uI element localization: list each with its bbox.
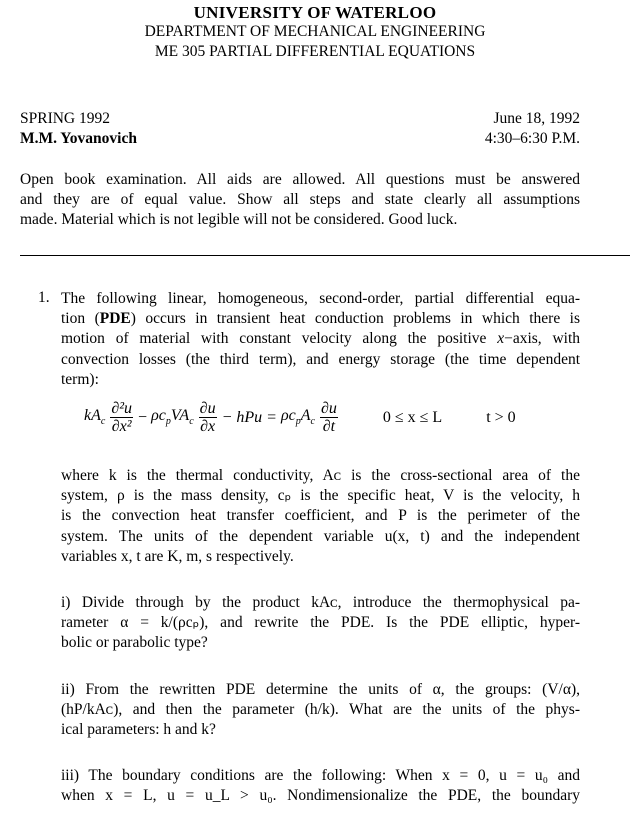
question-number: 1. bbox=[38, 289, 50, 306]
eq-sub: p bbox=[295, 416, 301, 428]
part-line: rameter α = k/(ρcₚ), and rewrite the PDE. Is the PDE elliptic, hyper- bbox=[61, 614, 580, 632]
fraction bbox=[199, 400, 217, 435]
intro-line: The following linear, homogeneous, second-order, partial differential equa- bbox=[61, 290, 580, 307]
minus: − bbox=[138, 408, 148, 426]
part-i bbox=[61, 593, 580, 654]
eq-term: − hPu = bbox=[221, 408, 277, 426]
part-line: (hP/kAᴄ), and then the parameter (h/k). What are the units of the phys- bbox=[61, 701, 580, 719]
part-line: i) Divide through by the product kAᴄ, introduce the thermophysical pa- bbox=[61, 594, 580, 611]
definition-line: is the convection heat transfer coefficient, and P is the perimeter of the bbox=[61, 507, 580, 525]
x-domain: 0 ≤ x ≤ L bbox=[382, 408, 443, 426]
pde-abbrev: PDE bbox=[99, 310, 131, 328]
instructions bbox=[20, 170, 580, 231]
part-line: iii) The boundary conditions are the following: When x = 0, u = u₀ and bbox=[61, 767, 580, 784]
governing-equation bbox=[84, 400, 516, 446]
numerator: ∂u bbox=[320, 400, 337, 417]
definition-line: variables x, t are K, m, s respectively. bbox=[61, 547, 294, 565]
fraction bbox=[110, 400, 133, 435]
part-iii bbox=[61, 766, 580, 806]
intro-line bbox=[61, 309, 580, 329]
intro-line bbox=[61, 329, 580, 349]
eq-term: VA bbox=[170, 407, 190, 425]
department-title: DEPARTMENT OF MECHANICAL ENGINEERING bbox=[144, 23, 486, 40]
text: ) occurs in transient heat conduction problems in which there is bbox=[130, 310, 580, 328]
instructions-line: and they are of equal value. Show all steps and state clearly all assumptions bbox=[20, 191, 580, 209]
eq-sub: c bbox=[189, 416, 194, 428]
term: SPRING 1992 bbox=[20, 110, 111, 127]
intro-line: term): bbox=[61, 370, 99, 388]
instructions-line: Open book examination. All aids are allowed. All questions must be answered bbox=[20, 171, 580, 188]
text: motion of material with constant velocity along the positive bbox=[61, 330, 498, 348]
eq-term: ρc bbox=[151, 407, 166, 425]
numerator: ∂u bbox=[199, 400, 216, 417]
university-title: UNIVERSITY OF WATERLOO bbox=[193, 3, 437, 22]
part-line: bolic or parabolic type? bbox=[61, 634, 208, 652]
var-x: x bbox=[497, 330, 505, 348]
text: tion ( bbox=[61, 310, 100, 328]
eq-sub: p bbox=[165, 416, 171, 428]
eq-term: ρc bbox=[280, 407, 296, 425]
divider-rule bbox=[20, 255, 630, 256]
eq-sub: c bbox=[310, 416, 315, 428]
eq-sub: c bbox=[100, 416, 106, 428]
fraction bbox=[320, 400, 338, 435]
course-title: ME 305 PARTIAL DIFFERENTIAL EQUATIONS bbox=[154, 43, 476, 60]
t-domain: t > 0 bbox=[486, 408, 516, 426]
denominator: ∂t bbox=[322, 418, 336, 435]
eq-term: A bbox=[300, 407, 311, 425]
definition-line: system, ρ is the mass density, cₚ is the specific heat, V is the velocity, h bbox=[61, 487, 580, 505]
exam-time: 4:30–6:30 P.M. bbox=[484, 130, 580, 147]
question-intro bbox=[61, 289, 580, 390]
denominator: ∂x bbox=[200, 418, 216, 435]
variable-definitions bbox=[61, 466, 580, 567]
exam-date: June 18, 1992 bbox=[493, 110, 580, 127]
numerator: ∂²u bbox=[111, 400, 133, 417]
part-line: when x = L, u = u_L > u₀. Nondimensionalize the PDE, the boundary bbox=[61, 787, 580, 805]
part-line: ii) From the rewritten PDE determine the units of α, the groups: (V/α), bbox=[61, 681, 580, 698]
intro-line: convection losses (the third term), and energy storage (the time dependent bbox=[61, 350, 580, 368]
eq-term: kA bbox=[84, 407, 101, 425]
definition-line: system. The units of the dependent variable u(x, t) and the independent bbox=[61, 527, 580, 545]
part-line: ical parameters: h and k? bbox=[61, 721, 216, 739]
instructor: M.M. Yovanovich bbox=[20, 130, 137, 147]
definition-line: where k is the thermal conductivity, Aᴄ is the cross-sectional area of the bbox=[61, 467, 580, 484]
instructions-line: made. Material which is not legible will not be considered. Good luck. bbox=[20, 211, 458, 229]
text: −axis, with bbox=[504, 330, 580, 348]
denominator: ∂x² bbox=[111, 418, 132, 435]
part-ii bbox=[61, 680, 580, 741]
